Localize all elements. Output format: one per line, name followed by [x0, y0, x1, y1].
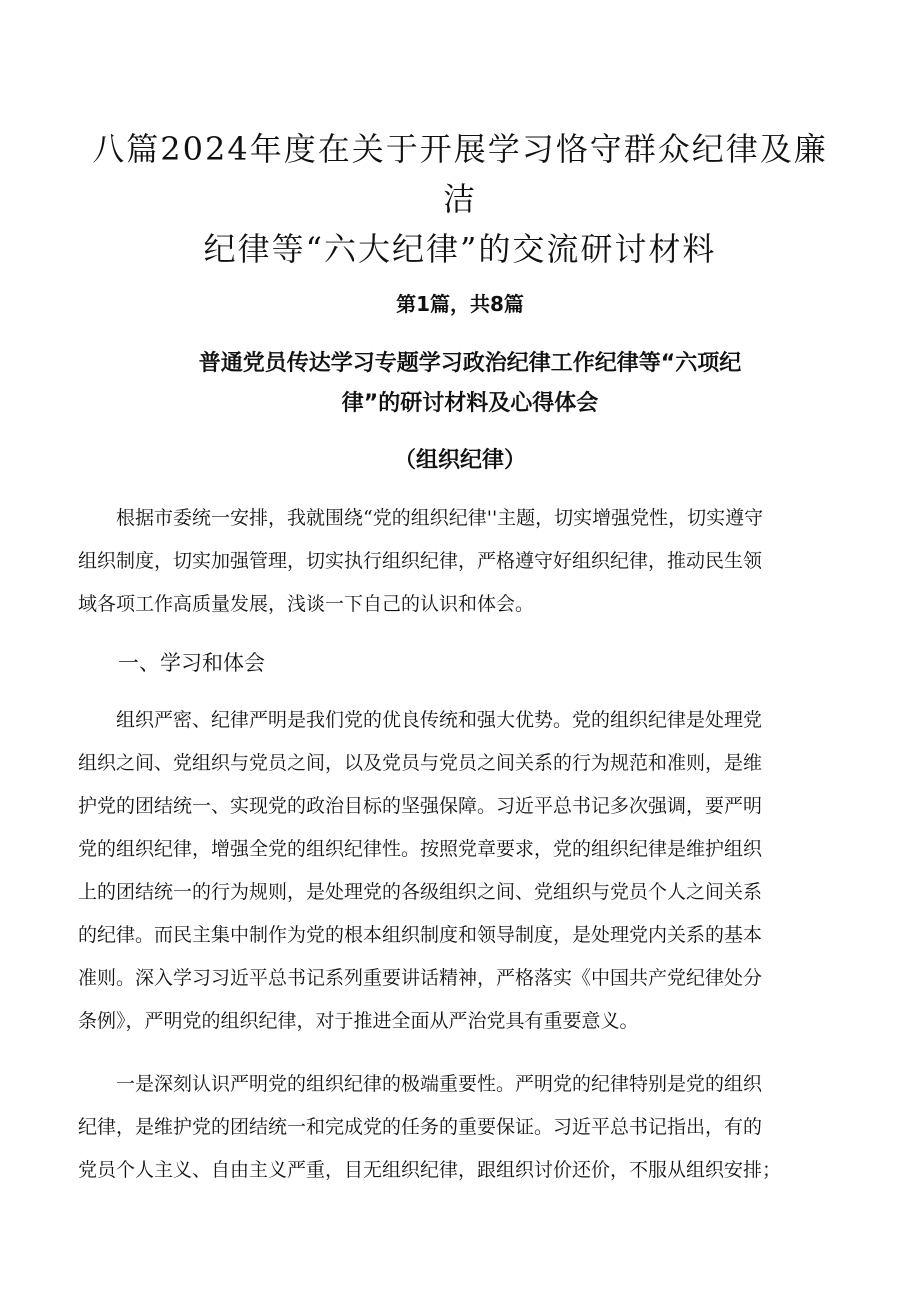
document-title-line-2: 纪律等“六大纪律”的交流研讨材料: [203, 230, 717, 268]
intro-line: 组织制度，切实加强管理，切实执行组织纪律，严格遵守好组织纪律，推动民生领: [78, 550, 763, 572]
paragraph-line: 纪律，是维护党的团结统一和完成党的任务的重要保证。习近平总书记指出，有的: [78, 1116, 763, 1138]
document-title: [80, 124, 840, 274]
article-subtitle-line-1: 普通党员传达学习专题学习政治纪律工作纪律等“六项纪: [198, 351, 742, 376]
paragraph-line: 的纪律。而民主集中制作为党的根本组织制度和领导制度，是处理党内关系的基本: [78, 924, 763, 946]
paragraph-line: 条例》，严明党的组织纪律，对于推进全面从严治党具有重要意义。: [78, 1010, 639, 1032]
section-tag: （组织纪律）: [393, 448, 526, 473]
paragraph-line: 组织严密、纪律严明是我们党的优良传统和强大优势。党的组织纪律是处理党: [116, 709, 763, 731]
paragraph-line: 护党的团结统一、实现党的政治目标的坚强保障。习近平总书记多次强调，要严明: [78, 795, 763, 817]
paragraph-line: 准则。深入学习习近平总书记系列重要讲话精神，严格落实《中国共产党纪律处分: [78, 967, 763, 989]
paragraph-2: [78, 1063, 862, 1192]
intro-line: 域各项工作高质量发展，浅谈一下自己的认识和体会。: [78, 593, 535, 615]
paragraph-line: 党的组织纪律，增强全党的组织纪律性。按照党章要求，党的组织纪律是维护组织: [78, 838, 763, 860]
paragraph-line: 上的团结统一的行为规则，是处理党的各级组织之间、党组织与党员个人之间关系: [78, 881, 763, 903]
intro-paragraph: [78, 497, 862, 626]
paragraph-line: 党员个人主义、自由主义严重，目无组织纪律，跟组织讨价还价，不服从组织安排；: [78, 1159, 782, 1181]
article-subtitle-line-2: 律”的研讨材料及心得体会: [341, 391, 599, 416]
article-subtitle: [170, 344, 770, 424]
section-heading-1: 一、学习和体会: [118, 651, 265, 675]
paragraph-line: 组织之间、党组织与党员之间，以及党员与党员之间关系的行为规范和准则，是维: [78, 752, 763, 774]
intro-line: 根据市委统一安排，我就围绕“党的组织纪律''主题，切实增强党性，切实遵守: [116, 507, 764, 529]
document-title-line-1: 八篇2024年度在关于开展学习恪守群众纪律及廉洁: [92, 130, 828, 218]
part-label: 第1篇，共8篇: [396, 292, 524, 316]
paragraph-line: 一是深刻认识严明党的组织纪律的极端重要性。严明党的纪律特别是党的组织: [116, 1073, 763, 1095]
paragraph-1: [78, 699, 862, 1043]
